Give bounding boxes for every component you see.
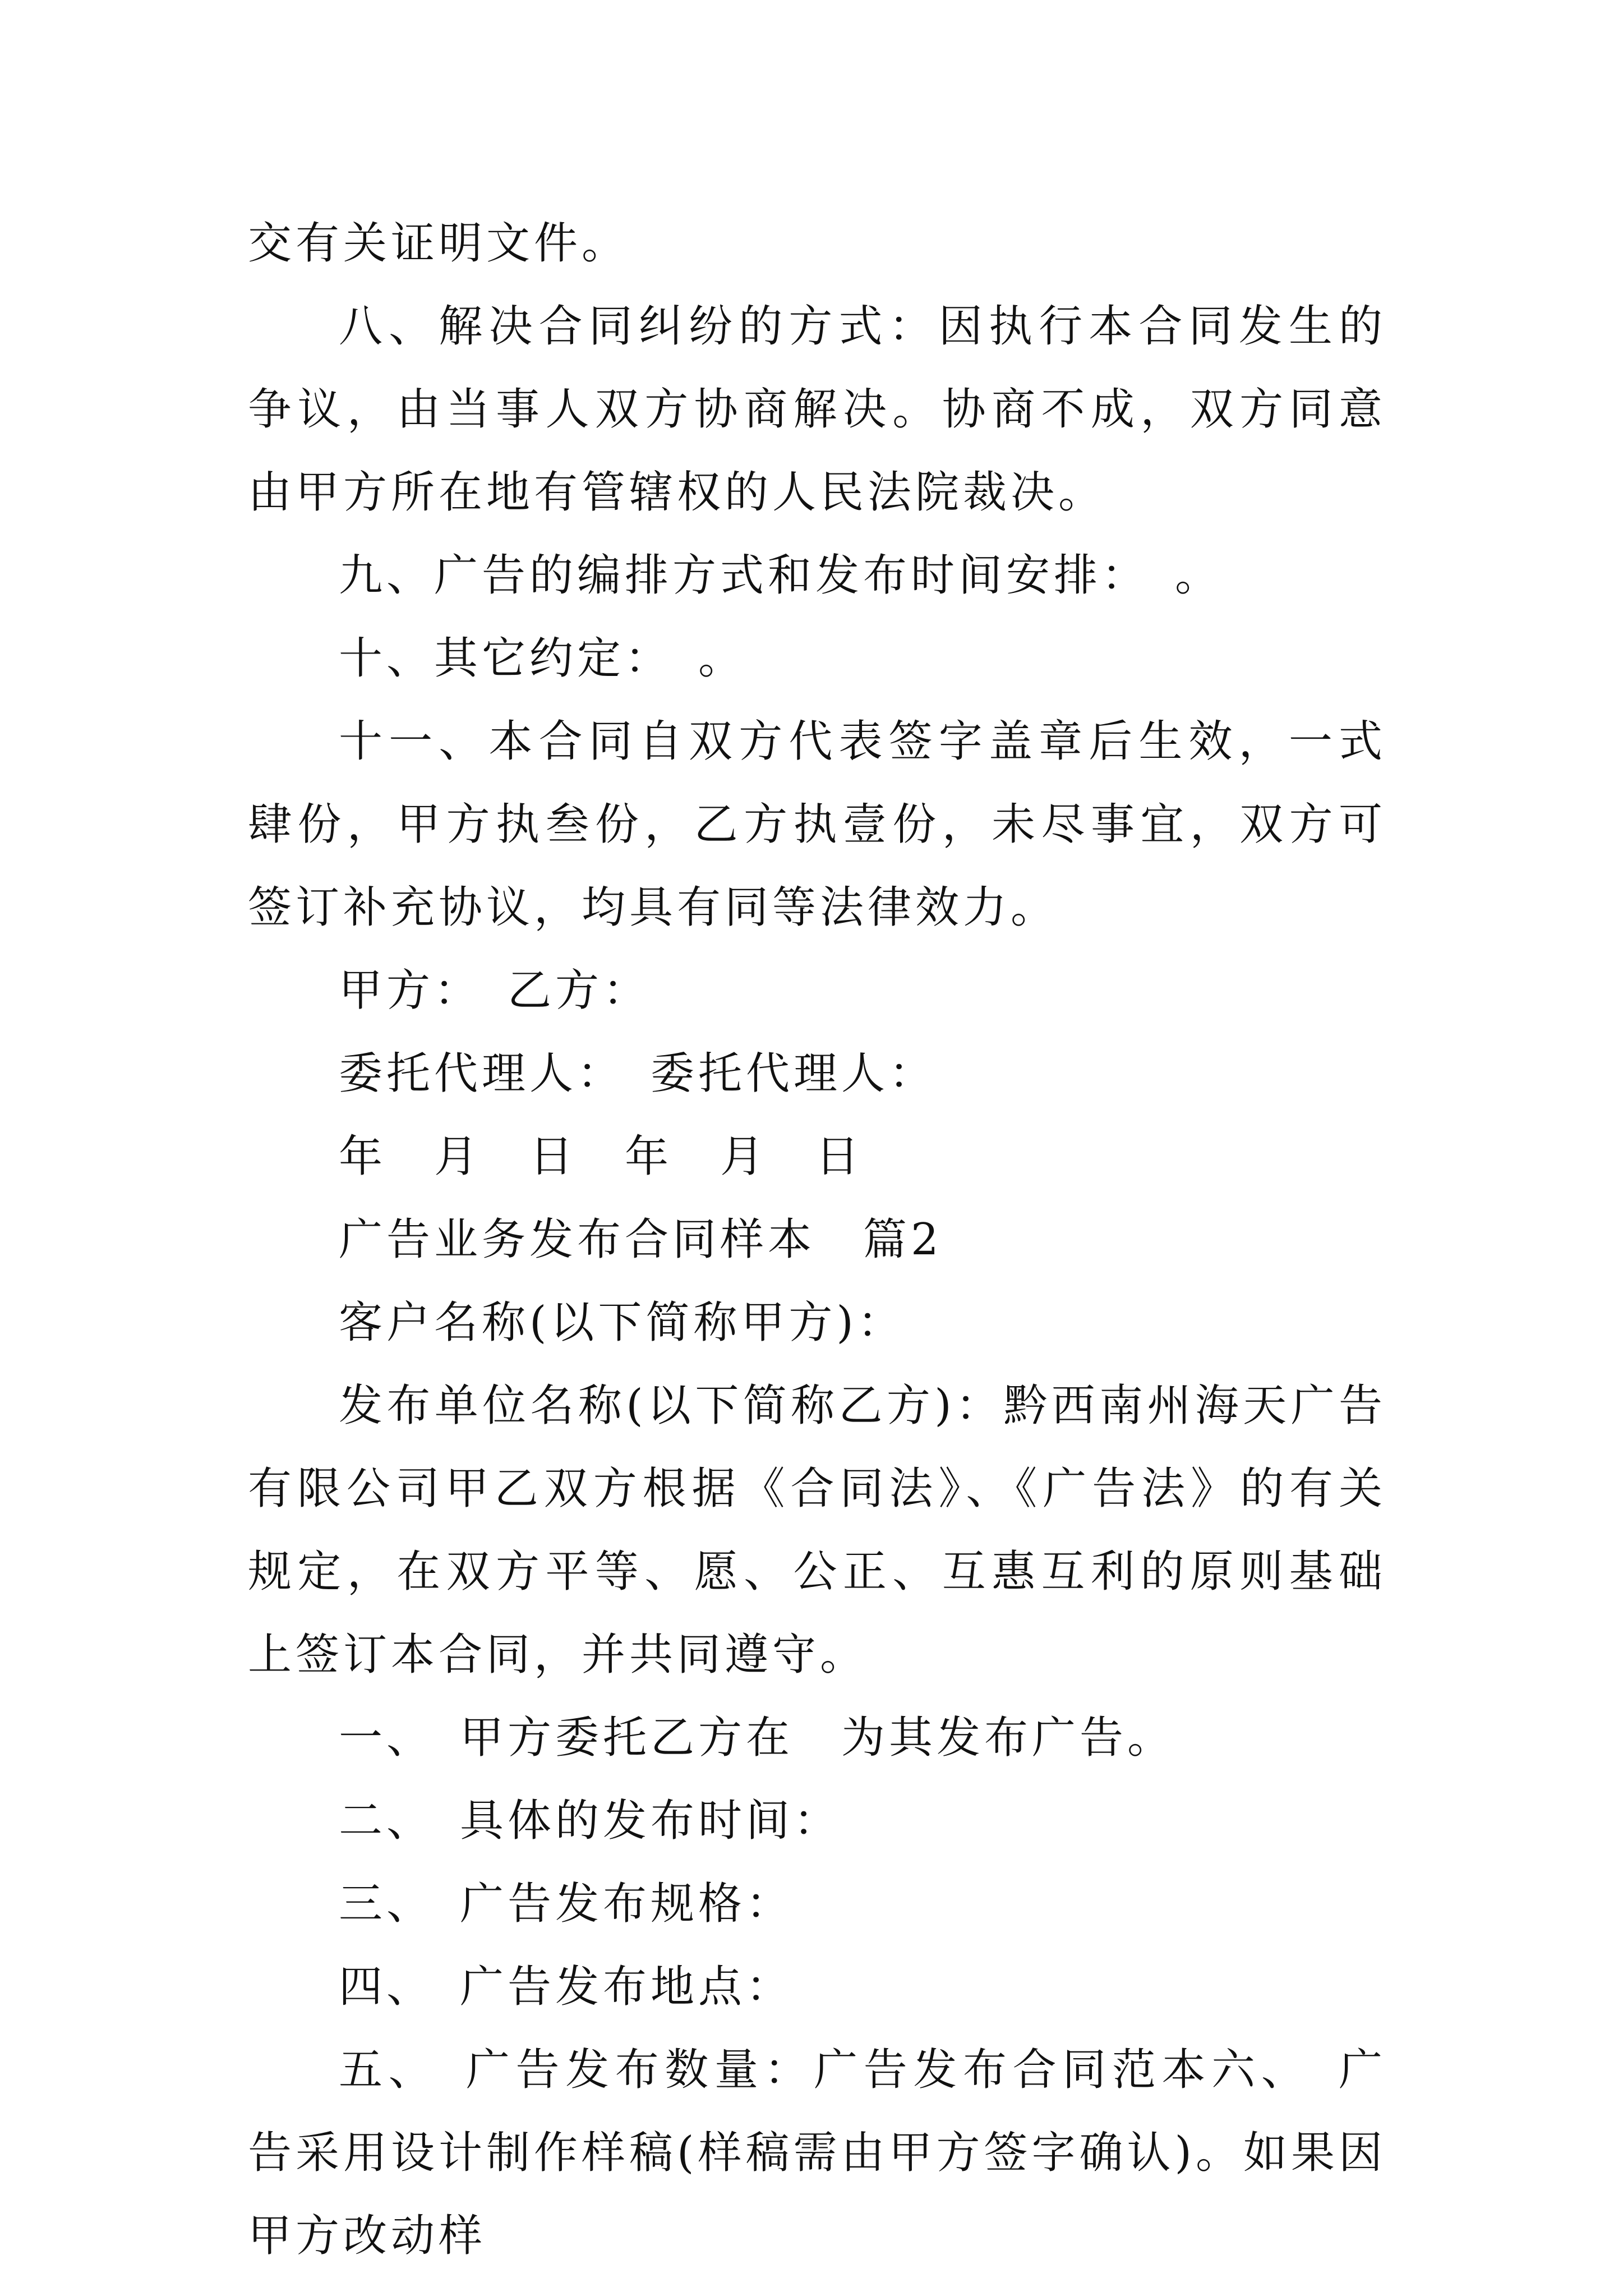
paragraph: 十、其它约定： 。: [339, 633, 746, 684]
section-heading: 广告业务发布合同样本 篇2: [339, 1214, 943, 1265]
paragraph: 甲方： 乙方：: [339, 965, 651, 1016]
paragraph: 交有关证明文件。: [248, 218, 630, 269]
paragraph: 客户名称(以下简称甲方)：: [339, 1297, 905, 1348]
paragraph: 十一、本合同自双方代表签字盖章后生效，一式肆份，甲方执叁份，乙方执壹份，未尽事宜，双方可签订补充协议，均具有同等法律效力。: [248, 716, 1386, 933]
document-body: [248, 202, 1386, 2277]
paragraph: 五、 广告发布数量：广告发布合同范本六、 广告采用设计制作样稿(样稿需由甲方签字确认)。如果因甲方改动样: [248, 2045, 1386, 2261]
paragraph: 委托代理人： 委托代理人：: [339, 1048, 937, 1099]
paragraph: 一、 甲方委托乙方在 为其发布广告。: [339, 1713, 1175, 1763]
paragraph: 发布单位名称(以下简称乙方)：黔西南州海天广告有限公司甲乙双方根据《合同法》、《广告法》的有关规定，在双方平等、愿、公正、互惠互利的原则基础上签订本合同，并共同遵守。: [248, 1381, 1386, 1680]
paragraph: 三、 广告发布规格：: [339, 1879, 794, 1929]
paragraph: 年 月 日 年 月 日: [339, 1131, 864, 1182]
paragraph: 二、 具体的发布时间：: [339, 1796, 842, 1846]
paragraph: 四、 广告发布地点：: [339, 1962, 794, 2012]
paragraph: 八、解决合同纠纷的方式：因执行本合同发生的争议，由当事人双方协商解决。协商不成，双方同意由甲方所在地有管辖权的人民法院裁决。: [248, 301, 1386, 518]
paragraph: 九、广告的编排方式和发布时间安排： 。: [339, 550, 1223, 601]
